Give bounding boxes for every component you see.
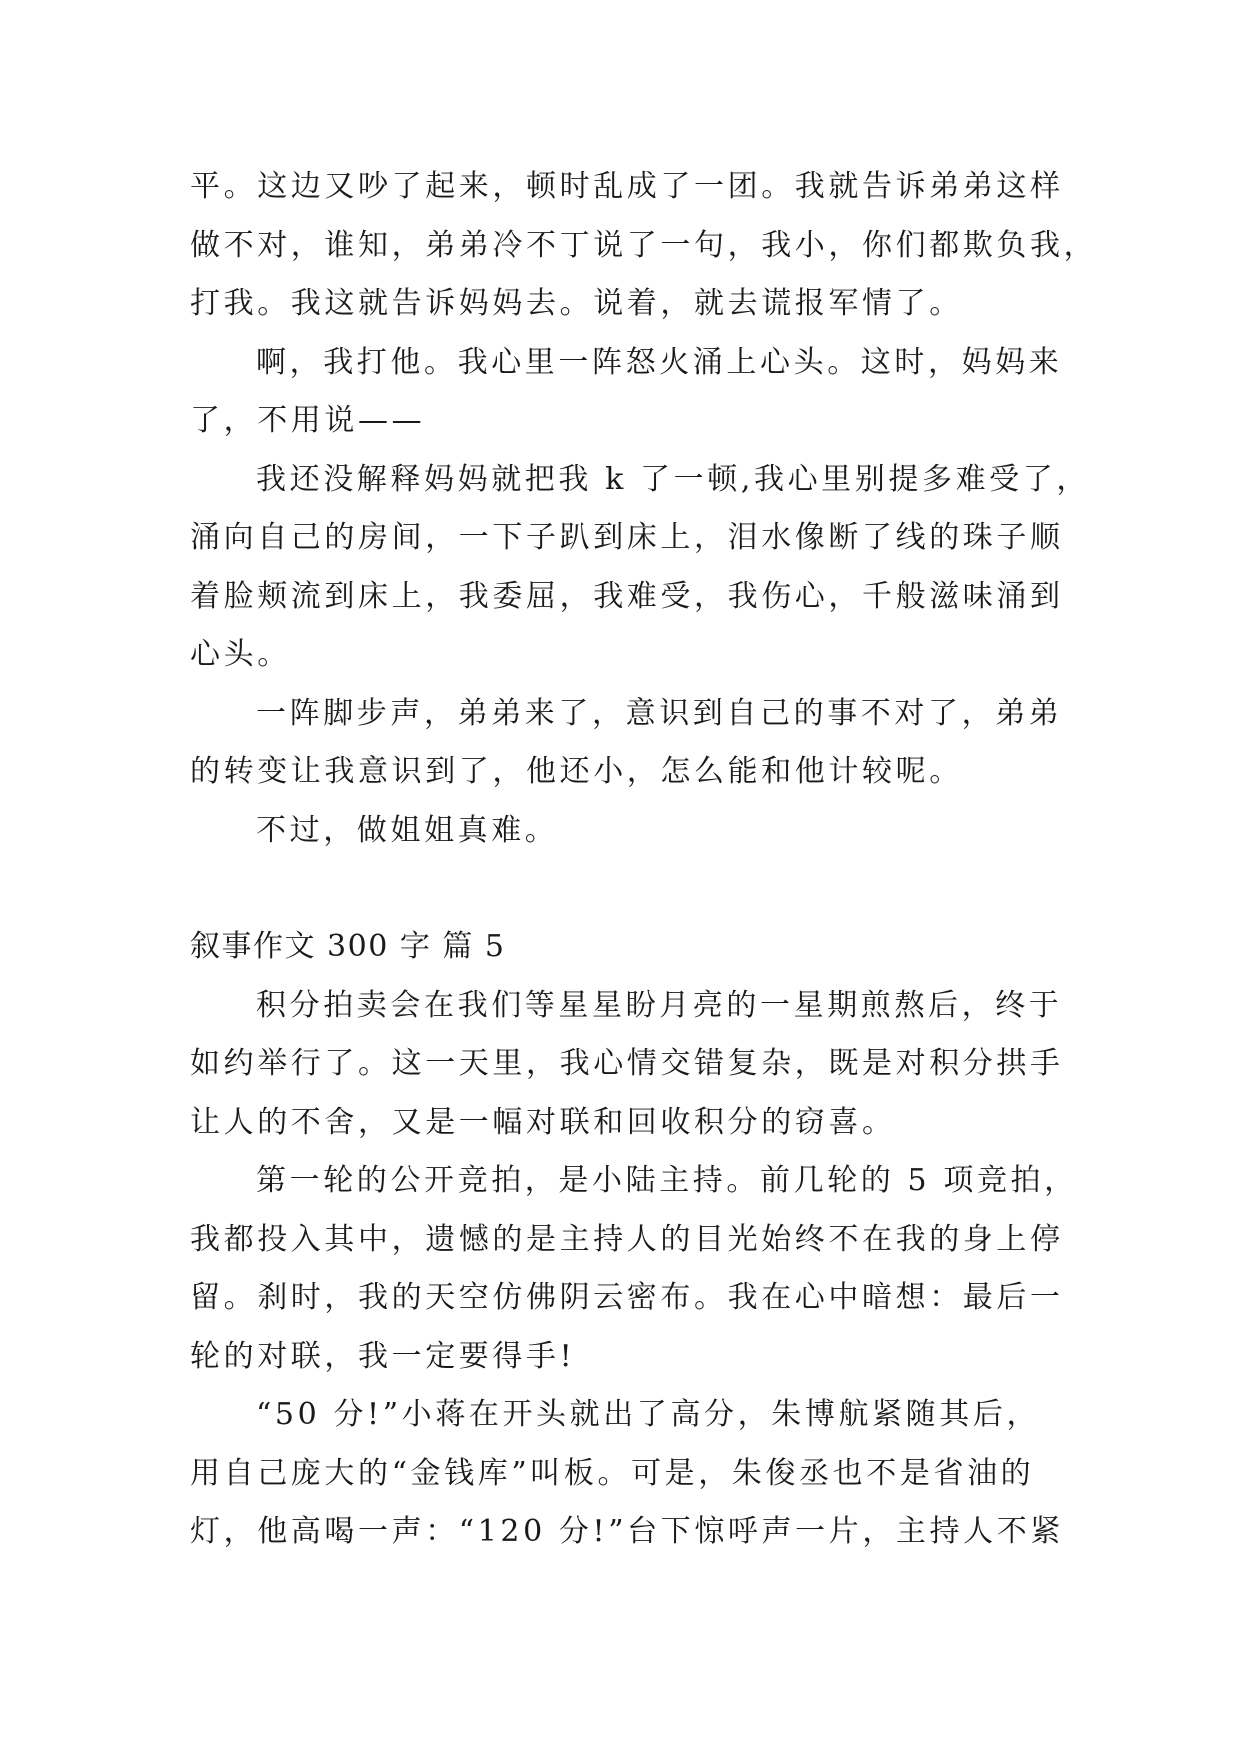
- paragraph-start-line: 不过，做姐姐真难。: [256, 812, 559, 848]
- document-body: [190, 158, 1098, 1562]
- text-line: 用自己庞大的“金钱库”叫板。可是，朱俊丞也不是省油的: [190, 1455, 1035, 1491]
- text-line: 了，不用说——: [190, 403, 426, 438]
- text-line: 涌向自己的房间，一下子趴到床上，泪水像断了线的珠子顺: [190, 520, 1064, 555]
- text-line: 打我。我这就告诉妈妈去。说着，就去谎报军情了。: [190, 286, 963, 321]
- text-line: 轮的对联，我一定要得手!: [190, 1338, 576, 1374]
- text-line: 让人的不舍，又是一幅对联和回收积分的窃喜。: [190, 1104, 896, 1140]
- paragraph-start-line: 积分拍卖会在我们等星星盼月亮的一星期煎熬后，终于: [256, 987, 1063, 1023]
- paragraph-start-line: 啊，我打他。我心里一阵怒火涌上心头。这时，妈妈来: [256, 344, 1063, 380]
- text-line: 灯，他高喝一声：“120 分!”台下惊呼声一片，主持人不紧: [190, 1514, 1064, 1549]
- text-line: 的转变让我意识到了，他还小，怎么能和他计较呢。: [190, 754, 963, 789]
- text-line: 着脸颊流到床上，我委屈，我难受，我伤心，千般滋味涌到: [190, 578, 1064, 614]
- section-spacer: [190, 860, 1070, 918]
- paragraph-start-line: 第一轮的公开竞拍，是小陆主持。前几轮的 5 项竞拍，: [256, 1163, 1078, 1198]
- paragraph-start-line: 一阵脚步声，弟弟来了，意识到自己的事不对了，弟弟: [256, 695, 1063, 731]
- text-line: 我都投入其中，遗憾的是主持人的目光始终不在我的身上停: [190, 1221, 1064, 1257]
- text-line: 留。刹时，我的天空仿佛阴云密布。我在心中暗想：最后一: [190, 1280, 1064, 1315]
- story-continuation: [190, 158, 1098, 860]
- essay-section: [190, 918, 1078, 1562]
- paragraph-start-line: 我还没解释妈妈就把我 k 了一顿,我心里别提多难受了，: [256, 461, 1090, 497]
- text-line: 心头。: [190, 637, 291, 672]
- text-line: 做不对，谁知，弟弟冷不丁说了一句，我小，你们都欺负我，: [190, 227, 1098, 263]
- paragraph-start-line: “50 分!”小蒋在开头就出了高分，朱博航紧随其后，: [256, 1397, 1041, 1432]
- text-line: 平。这边又吵了起来，顿时乱成了一团。我就告诉弟弟这样: [190, 169, 1064, 204]
- section-heading: 叙事作文 300 字 篇 5: [190, 929, 506, 964]
- text-line: 如约举行了。这一天里，我心情交错复杂，既是对积分拱手: [190, 1046, 1064, 1081]
